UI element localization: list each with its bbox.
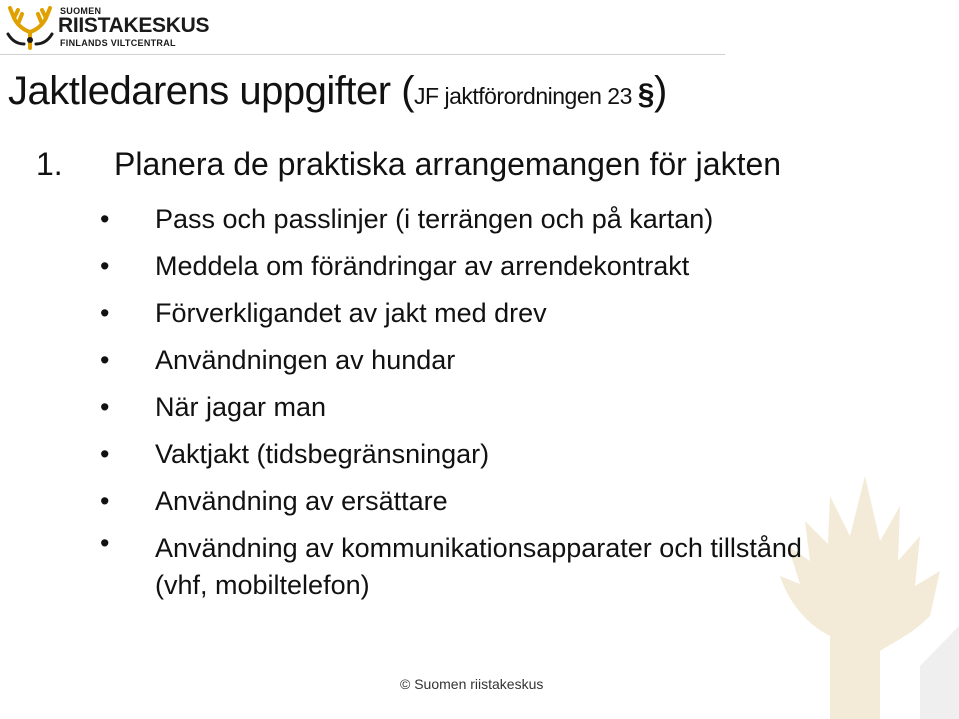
item-number: 1. [36, 146, 63, 182]
section-sign: § [637, 78, 654, 111]
list-item-text: När jagar man [155, 392, 327, 422]
title-close: ) [653, 69, 667, 113]
list-item [100, 431, 802, 478]
logo [4, 4, 244, 50]
list-item [100, 525, 802, 604]
list-item-text: Meddela om förändringar av arrendekontrakt [155, 251, 690, 281]
bullet-icon: • [100, 439, 110, 469]
list-item-text: Användningen av hundar [155, 345, 456, 375]
list-item [100, 290, 802, 337]
list-item-text-line1: Användning av kommunikationsapparater och tillstånd [155, 533, 802, 563]
bullet-icon: • [100, 251, 110, 281]
title-reference: JF jaktförordningen 23 [414, 83, 638, 109]
bullet-icon: • [100, 345, 110, 375]
bullet-icon: • [100, 528, 110, 558]
list-item [100, 243, 802, 290]
title-main: Jaktledarens uppgifter ( [8, 69, 415, 113]
bullet-icon: • [100, 392, 110, 422]
logo-top-text: SUOMEN [60, 6, 102, 16]
antler-logo-icon [4, 4, 56, 50]
copyright-footer: © Suomen riistakeskus [400, 676, 544, 692]
list-item [100, 196, 802, 243]
page-title [8, 68, 667, 114]
header-divider [0, 54, 725, 55]
logo-sub-text: FINLANDS VILTCENTRAL [60, 38, 176, 48]
list-item-text: Pass och passlinjer (i terrängen och på kartan) [155, 204, 714, 234]
list-item [100, 384, 802, 431]
list-item [100, 337, 802, 384]
list-item [100, 478, 802, 525]
list-item-text: Vaktjakt (tidsbegränsningar) [155, 439, 490, 469]
list-item-text: Användning av ersättare [155, 486, 448, 516]
bullet-icon: • [100, 204, 110, 234]
bullet-list [100, 196, 802, 604]
numbered-heading [36, 146, 781, 183]
list-item-text: Förverkligandet av jakt med drev [155, 298, 547, 328]
bullet-icon: • [100, 486, 110, 516]
bullet-icon: • [100, 298, 110, 328]
list-item-text-line2: (vhf, mobiltelefon) [155, 570, 370, 600]
logo-main-text: RIISTAKESKUS [58, 14, 210, 37]
item-heading: Planera de praktiska arrangemangen för jakten [114, 146, 782, 182]
